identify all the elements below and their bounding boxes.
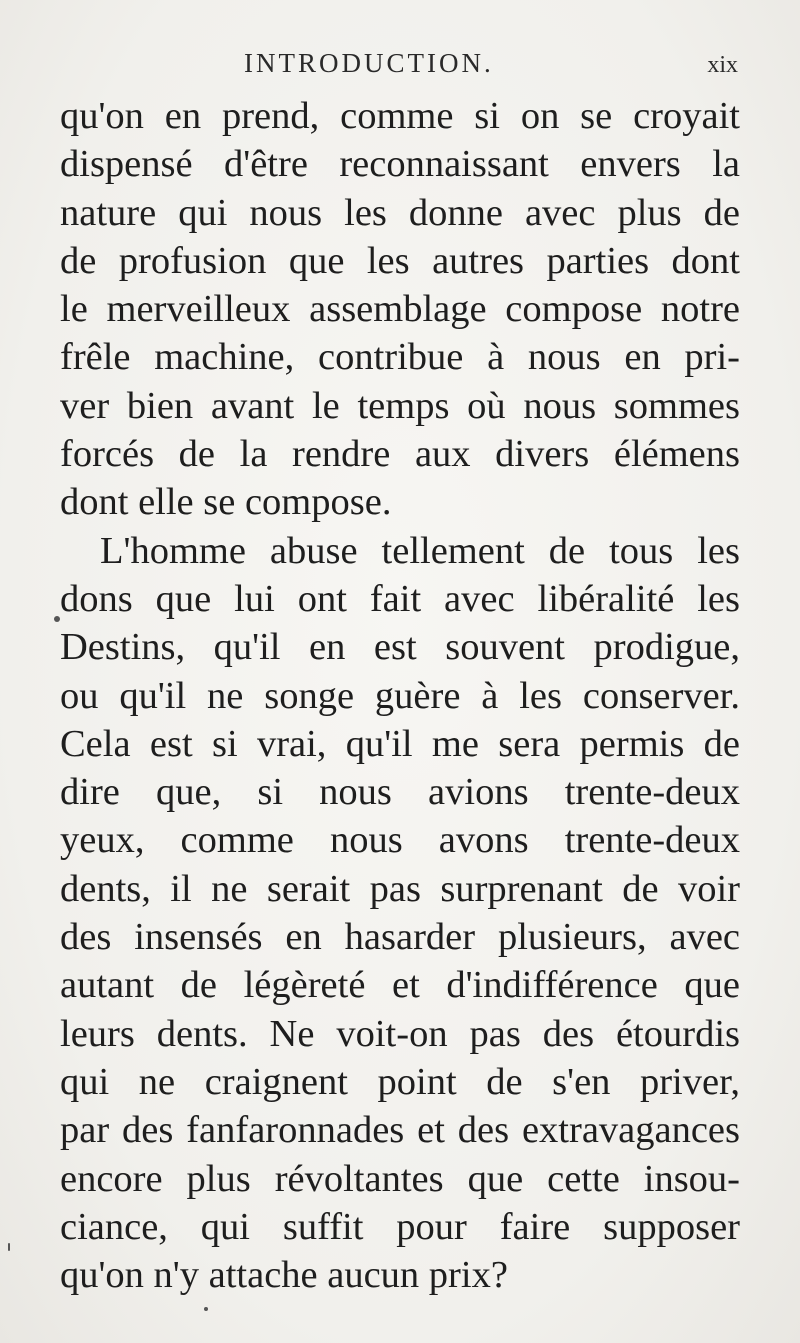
text-line: le merveilleux assemblage compose notre <box>60 288 740 331</box>
text-line: Destins, qu'il en est souvent prodigue, <box>60 626 740 669</box>
ink-speck <box>8 1243 10 1251</box>
text-line: par des fanfaronnades et des extravagances <box>60 1109 740 1152</box>
ink-speck <box>54 616 60 622</box>
text-line: dons que lui ont fait avec libéralité les <box>60 577 740 620</box>
text-line: forcés de la rendre aux divers élémens <box>60 433 740 476</box>
text-line: Cela est si vrai, qu'il me sera permis de <box>60 722 740 765</box>
ink-speck <box>204 1307 208 1311</box>
text-line: des insensés en hasarder plusieurs, avec <box>60 916 740 959</box>
text-line: dire que, si nous avions trente-deux <box>60 771 740 814</box>
text-line: autant de légèreté et d'indifférence que <box>60 964 740 1007</box>
text-line: qui ne craignent point de s'en priver, <box>60 1060 740 1103</box>
running-head: INTRODUCTION. <box>244 48 494 78</box>
text-line: dont elle se compose. <box>60 481 392 524</box>
text-line: leurs dents. Ne voit-on pas des étourdis <box>60 1012 740 1055</box>
text-line: frêle machine, contribue à nous en pri- <box>60 336 740 379</box>
text-line: qu'on en prend, comme si on se croyait <box>60 95 740 137</box>
paragraph <box>60 527 740 1300</box>
paragraph <box>60 92 740 527</box>
text-line: nature qui nous les donne avec plus de <box>60 191 740 234</box>
page-number: xix <box>707 52 738 78</box>
text-line: encore plus révoltantes que cette insou- <box>60 1157 740 1200</box>
text-line: de profusion que les autres parties dont <box>60 239 740 282</box>
text-line: ciance, qui suffit pour faire supposer <box>60 1205 740 1248</box>
text-line: yeux, comme nous avons trente-deux <box>60 819 740 862</box>
text-line: dents, il ne serait pas surprenant de voir <box>60 867 740 910</box>
text-line: dispensé d'être reconnaissant envers la <box>60 143 740 186</box>
page-header <box>0 44 800 84</box>
body-text <box>60 92 740 1299</box>
text-line: qu'on n'y attache aucun prix? <box>60 1254 508 1297</box>
text-line: ver bien avant le temps où nous sommes <box>60 384 740 427</box>
text-line: L'homme abuse tellement de tous les <box>100 529 740 572</box>
text-line: ou qu'il ne songe guère à les conserver. <box>60 674 740 717</box>
